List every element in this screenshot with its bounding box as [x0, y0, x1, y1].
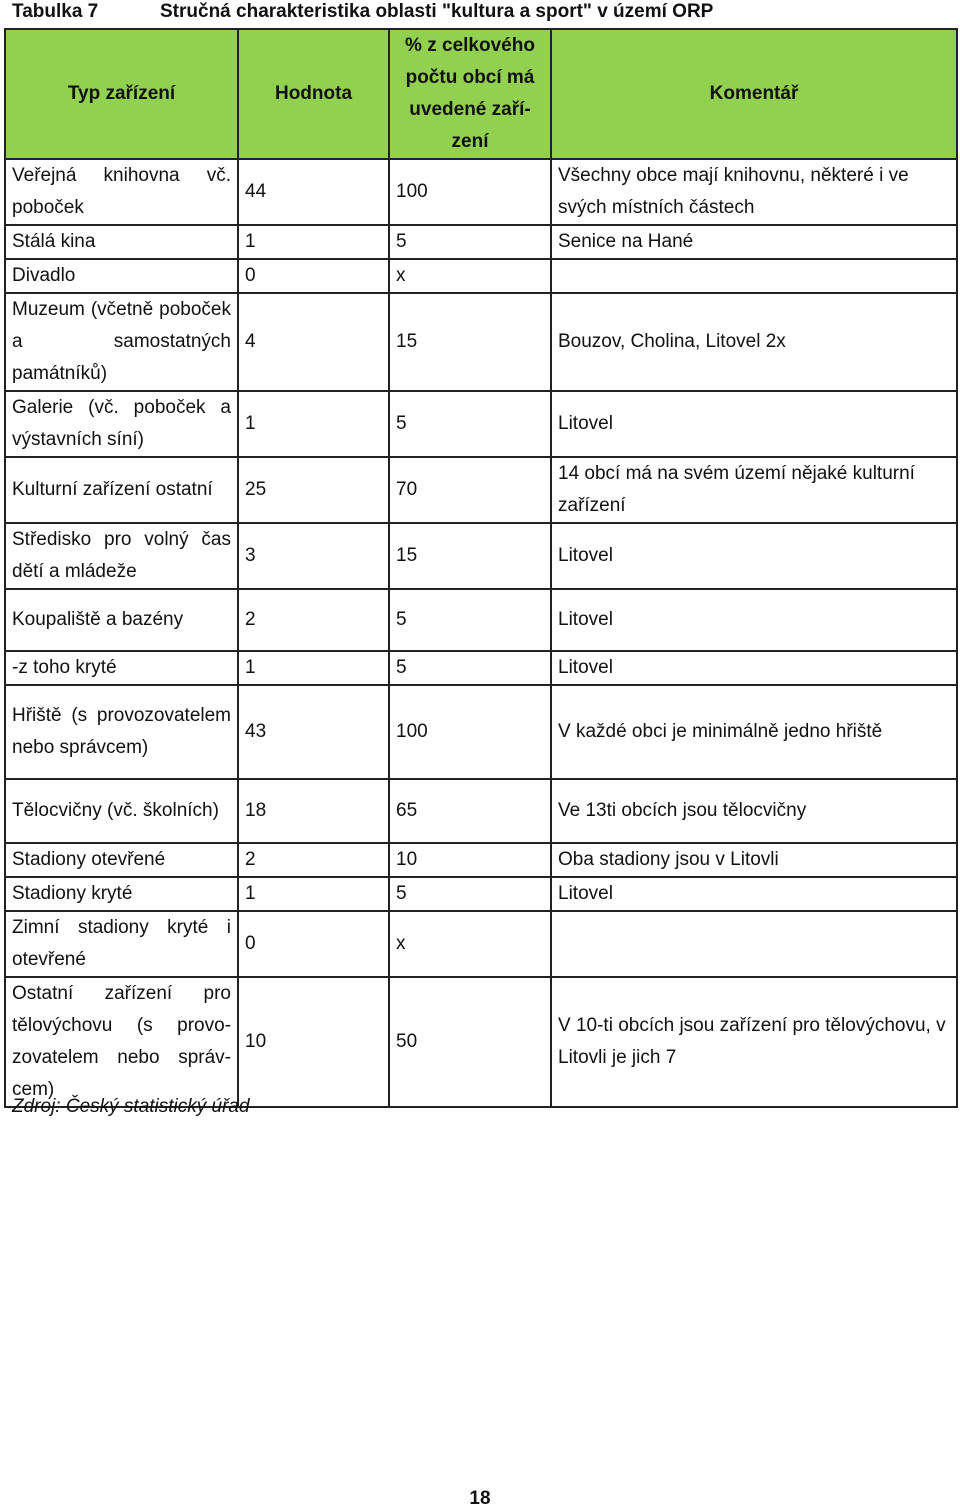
table-row [5, 293, 957, 391]
cell-type: Kulturní zařízení ostatní [5, 457, 238, 523]
cell-type: -z toho kryté [5, 651, 238, 685]
col-header-value: Hodnota [238, 29, 389, 159]
cell-value: 2 [238, 843, 389, 877]
table-row [5, 391, 957, 457]
cell-comment [551, 259, 957, 293]
cell-type: Zimní stadiony kryté i otevřené [5, 911, 238, 977]
cell-type: Galerie (vč. poboček a výstavních síní) [5, 391, 238, 457]
table-row [5, 685, 957, 779]
col-header-percent: % z celkového počtu obcí má uvedené zařízení [389, 29, 551, 159]
cell-percent: 15 [389, 523, 551, 589]
cell-type: Stadiony kryté [5, 877, 238, 911]
cell-comment [551, 911, 957, 977]
table-row [5, 225, 957, 259]
cell-percent: 15 [389, 293, 551, 391]
facilities-table [4, 28, 958, 1108]
table-caption [10, 0, 950, 26]
cell-percent: 10 [389, 843, 551, 877]
cell-value: 0 [238, 911, 389, 977]
cell-percent: 50 [389, 977, 551, 1107]
cell-type: Ostatní zařízení pro tělovýchovu (s provozovatelem nebo správcem) [5, 977, 238, 1107]
cell-type: Veřejná knihovna vč. poboček [5, 159, 238, 225]
cell-comment: Ve 13ti obcích jsou tělocvičny [551, 779, 957, 843]
cell-comment: Bouzov, Cholina, Litovel 2x [551, 293, 957, 391]
cell-percent: 5 [389, 877, 551, 911]
cell-percent: 5 [389, 651, 551, 685]
page-number: 18 [469, 1488, 491, 1509]
col-header-type: Typ zařízení [5, 29, 238, 159]
cell-value: 43 [238, 685, 389, 779]
table-row [5, 651, 957, 685]
cell-value: 1 [238, 651, 389, 685]
cell-comment: Oba stadiony jsou v Litovli [551, 843, 957, 877]
cell-value: 3 [238, 523, 389, 589]
cell-type: Středisko pro volný čas dětí a mládeže [5, 523, 238, 589]
table-row [5, 523, 957, 589]
cell-type: Koupaliště a bazény [5, 589, 238, 651]
cell-comment: Litovel [551, 589, 957, 651]
table-row [5, 159, 957, 225]
cell-value: 1 [238, 877, 389, 911]
source-note: Zdroj: Český statistický úřad [12, 1096, 250, 1117]
cell-percent: 5 [389, 391, 551, 457]
cell-percent: x [389, 911, 551, 977]
cell-type: Hřiště (s provozovatelem nebo správcem) [5, 685, 238, 779]
table-title: Stručná charakteristika oblasti "kultura a sport" v území ORP [160, 1, 714, 22]
cell-type: Stadiony otevřené [5, 843, 238, 877]
col-header-comment: Komentář [551, 29, 957, 159]
cell-value: 0 [238, 259, 389, 293]
table-row [5, 779, 957, 843]
cell-comment: Litovel [551, 523, 957, 589]
cell-comment: V každé obci je minimálně jedno hřiště [551, 685, 957, 779]
cell-percent: x [389, 259, 551, 293]
cell-comment: Litovel [551, 651, 957, 685]
cell-value: 10 [238, 977, 389, 1107]
table-row [5, 589, 957, 651]
cell-percent: 70 [389, 457, 551, 523]
cell-comment: Všechny obce mají knihovnu, některé i ve svých místních částech [551, 159, 957, 225]
table-row [5, 877, 957, 911]
table-row [5, 457, 957, 523]
cell-type: Muzeum (včetně poboček a samostatných památníků) [5, 293, 238, 391]
table-number: Tabulka 7 [12, 1, 99, 22]
cell-type: Stálá kina [5, 225, 238, 259]
table-row [5, 843, 957, 877]
table-row [5, 977, 957, 1107]
cell-value: 44 [238, 159, 389, 225]
cell-value: 2 [238, 589, 389, 651]
cell-type: Divadlo [5, 259, 238, 293]
cell-percent: 100 [389, 159, 551, 225]
cell-value: 1 [238, 391, 389, 457]
cell-comment: Senice na Hané [551, 225, 957, 259]
cell-type: Tělocvičny (vč. školních) [5, 779, 238, 843]
cell-value: 4 [238, 293, 389, 391]
cell-comment: Litovel [551, 391, 957, 457]
table-row [5, 911, 957, 977]
cell-percent: 100 [389, 685, 551, 779]
table-row [5, 259, 957, 293]
header-row [5, 29, 957, 159]
cell-percent: 5 [389, 225, 551, 259]
cell-comment: Litovel [551, 877, 957, 911]
cell-comment: V 10-ti obcích jsou zařízení pro tělovýchovu, v Litovli je jich 7 [551, 977, 957, 1107]
cell-percent: 5 [389, 589, 551, 651]
cell-value: 25 [238, 457, 389, 523]
cell-value: 18 [238, 779, 389, 843]
cell-value: 1 [238, 225, 389, 259]
cell-comment: 14 obcí má na svém území nějaké kulturní zařízení [551, 457, 957, 523]
cell-percent: 65 [389, 779, 551, 843]
